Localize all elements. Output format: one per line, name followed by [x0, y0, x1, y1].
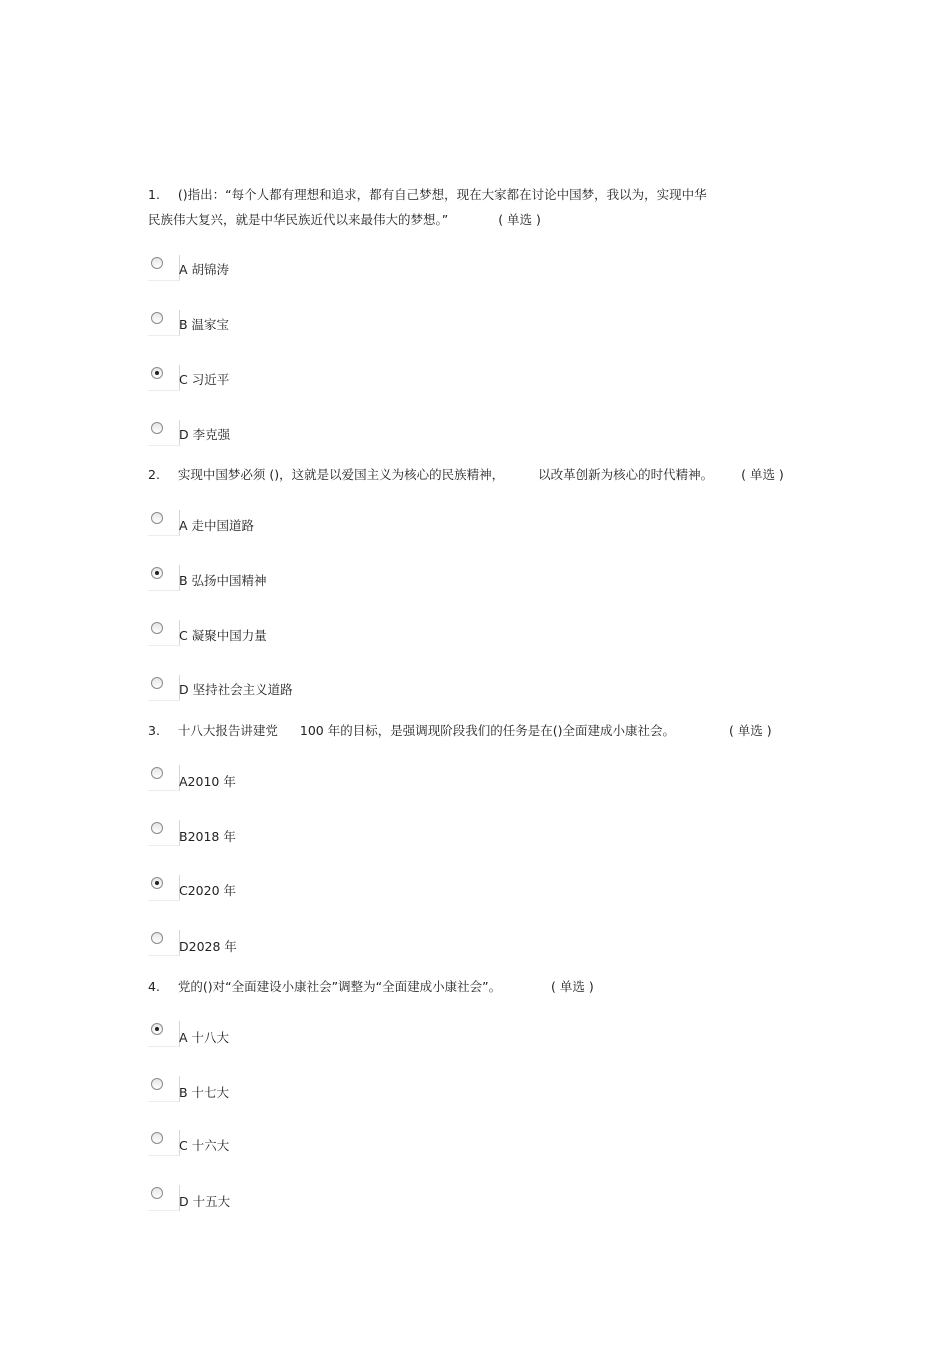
question-3-option-c-label[interactable]: C2020 年: [179, 883, 237, 898]
radio-button-icon: [151, 932, 163, 944]
question-1-option-d-radio[interactable]: [148, 420, 180, 446]
question-1-number: 1.: [148, 187, 160, 202]
radio-selected-icon: [151, 1023, 163, 1035]
question-1-option-c-label[interactable]: C 习近平: [179, 372, 230, 387]
question-4-stem: [148, 979, 594, 995]
question-4-option-a-radio[interactable]: [148, 1021, 180, 1047]
question-2-option-b-label[interactable]: B 弘扬中国精神: [179, 573, 267, 588]
question-3-option-a-label[interactable]: A2010 年: [179, 774, 236, 789]
question-2-text-part2: 以改革创新为核心的时代精神。: [538, 467, 714, 482]
question-3-option-b-label[interactable]: B2018 年: [179, 829, 236, 844]
question-1-text-line2: 民族伟大复兴，就是中华民族近代以来最伟大的梦想。”: [148, 212, 449, 227]
radio-button-icon: [151, 312, 163, 324]
question-1-type: ( 单选 ): [498, 212, 541, 227]
question-4-type: ( 单选 ): [551, 979, 594, 994]
question-3-type: ( 单选 ): [728, 723, 772, 738]
question-3-option-d-label[interactable]: D2028 年: [179, 939, 237, 954]
radio-button-icon: [151, 257, 163, 269]
question-2-number: 2.: [148, 467, 160, 482]
radio-button-icon: [151, 622, 163, 634]
question-3-stem: [148, 723, 772, 739]
question-3-text-part1: 十八大报告讲建党: [177, 723, 278, 738]
question-4-number: 4.: [148, 979, 160, 994]
radio-selected-icon: [151, 567, 163, 579]
radio-button-icon: [151, 822, 163, 834]
question-3-option-c-radio[interactable]: [148, 875, 180, 901]
question-2-option-d-label[interactable]: D 坚持社会主义道路: [179, 682, 293, 697]
question-3-text-part2: 100 年的目标，是强调现阶段我们的任务是在()全面建成小康社会。: [299, 723, 675, 738]
question-3-number: 3.: [148, 723, 160, 738]
question-1-stem-line1: [148, 187, 707, 203]
question-1-option-a-label[interactable]: A 胡锦涛: [179, 262, 230, 277]
question-1-stem-line2: [148, 212, 541, 228]
question-4-option-a-label[interactable]: A 十八大: [179, 1030, 230, 1045]
question-2-option-c-label[interactable]: C 凝聚中国力量: [179, 628, 267, 643]
question-2-option-b-radio[interactable]: [148, 565, 180, 591]
question-3-option-b-radio[interactable]: [148, 820, 180, 846]
question-4-option-b-label[interactable]: B 十七大: [179, 1085, 230, 1100]
question-2-option-d-radio[interactable]: [148, 675, 180, 701]
radio-button-icon: [151, 677, 163, 689]
radio-button-icon: [151, 1132, 163, 1144]
radio-selected-icon: [151, 877, 163, 889]
question-1-option-d-label[interactable]: D 李克强: [179, 427, 231, 442]
radio-button-icon: [151, 1187, 163, 1199]
radio-selected-icon: [151, 367, 163, 379]
question-1-option-a-radio[interactable]: [148, 255, 180, 281]
question-2-option-a-radio[interactable]: [148, 510, 180, 536]
question-2-text-part1: 实现中国梦必须 ()，这就是以爱国主义为核心的民族精神，: [177, 467, 505, 482]
radio-button-icon: [151, 1078, 163, 1090]
question-2-option-a-label[interactable]: A 走中国道路: [179, 518, 255, 533]
question-1-text-line1: ()指出：“每个人都有理想和追求，都有自己梦想，现在大家都在讨论中国梦，我以为，实现中华: [177, 187, 707, 202]
question-4-option-d-label[interactable]: D 十五大: [179, 1194, 231, 1209]
question-1-option-b-radio[interactable]: [148, 310, 180, 336]
question-4-option-d-radio[interactable]: [148, 1185, 180, 1211]
question-3-option-a-radio[interactable]: [148, 765, 180, 791]
question-2-type: ( 单选 ): [741, 467, 784, 482]
question-2-stem: [148, 467, 784, 483]
question-4-text: 党的()对“全面建设小康社会”调整为“全面建成小康社会”。: [177, 979, 502, 994]
question-4-option-b-radio[interactable]: [148, 1076, 180, 1102]
question-3-option-d-radio[interactable]: [148, 930, 180, 956]
radio-button-icon: [151, 767, 163, 779]
question-4-option-c-label[interactable]: C 十六大: [179, 1138, 230, 1153]
question-1-option-b-label[interactable]: B 温家宝: [179, 317, 230, 332]
question-2-option-c-radio[interactable]: [148, 620, 180, 646]
question-1-option-c-radio[interactable]: [148, 365, 180, 391]
radio-button-icon: [151, 512, 163, 524]
question-4-option-c-radio[interactable]: [148, 1130, 180, 1156]
radio-button-icon: [151, 422, 163, 434]
